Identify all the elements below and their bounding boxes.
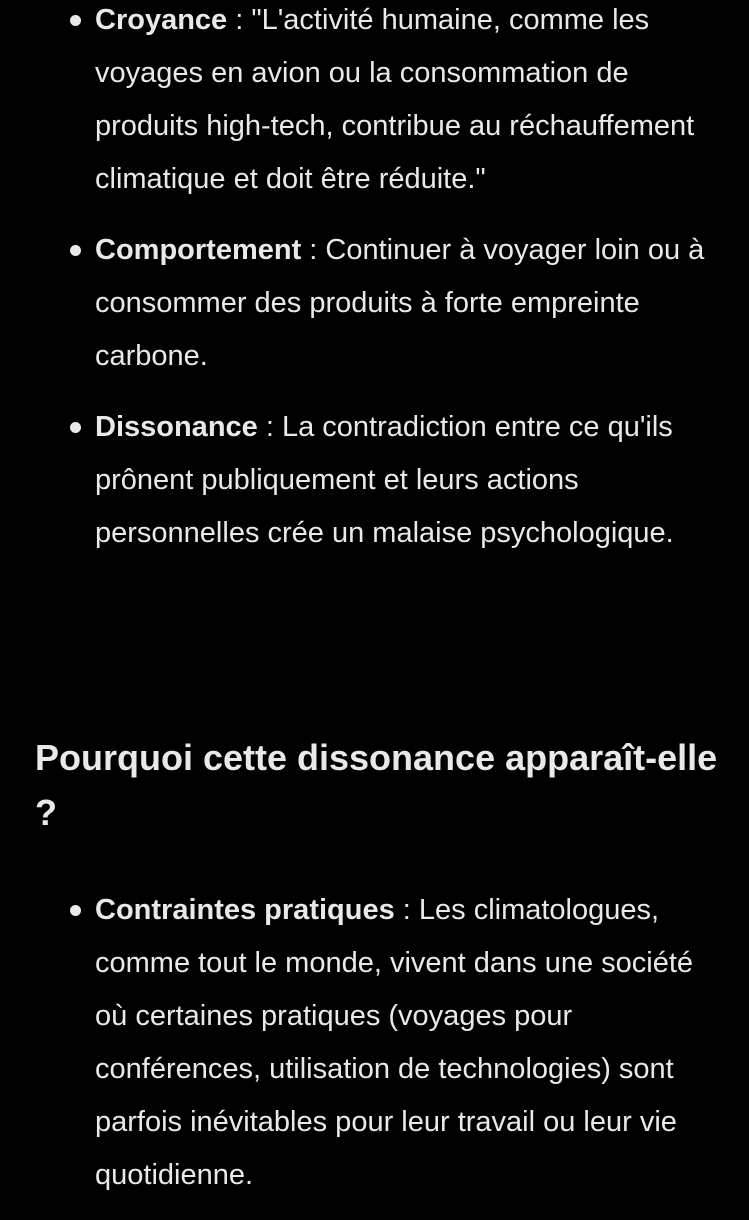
bullet-list-dissonance-components [0,0,749,578]
bullet-dot-icon [70,245,81,256]
section-heading: Pourquoi cette dissonance apparaît-elle ? [35,737,718,833]
bullet-list-reasons [0,884,749,1220]
list-item-croyance [0,0,749,206]
bullet-dot-icon [70,905,81,916]
list-item-comportement [0,224,749,383]
item-text: : La contradiction entre ce qu'ils prônent publiquement et leurs actions personnelles crée un malaise psychologique. [95,411,674,549]
list-item-dissonance [0,401,749,560]
item-term: Dissonance [95,411,258,443]
bullet-dot-icon [70,422,81,433]
item-term: Comportement [95,234,302,266]
item-text: : "L'activité humaine, comme les voyages en avion ou la consommation de produits high-tech, contribue au réchauffement climatique et doit être réduite." [95,4,695,195]
item-term: Croyance [95,4,228,36]
item-term: Contraintes pratiques [95,894,395,926]
bullet-dot-icon [70,15,81,26]
list-item-contraintes-pratiques [0,884,749,1202]
item-text: : Continuer à voyager loin ou à consommer des produits à forte empreinte carbone. [95,234,705,372]
item-text: : Les climatologues, comme tout le monde, vivent dans une société où certaines pratiques (voyages pour conférences, utilisation de technologies) sont parfois inévitables pour leur travail ou leur vie quotidienne. [95,894,694,1191]
